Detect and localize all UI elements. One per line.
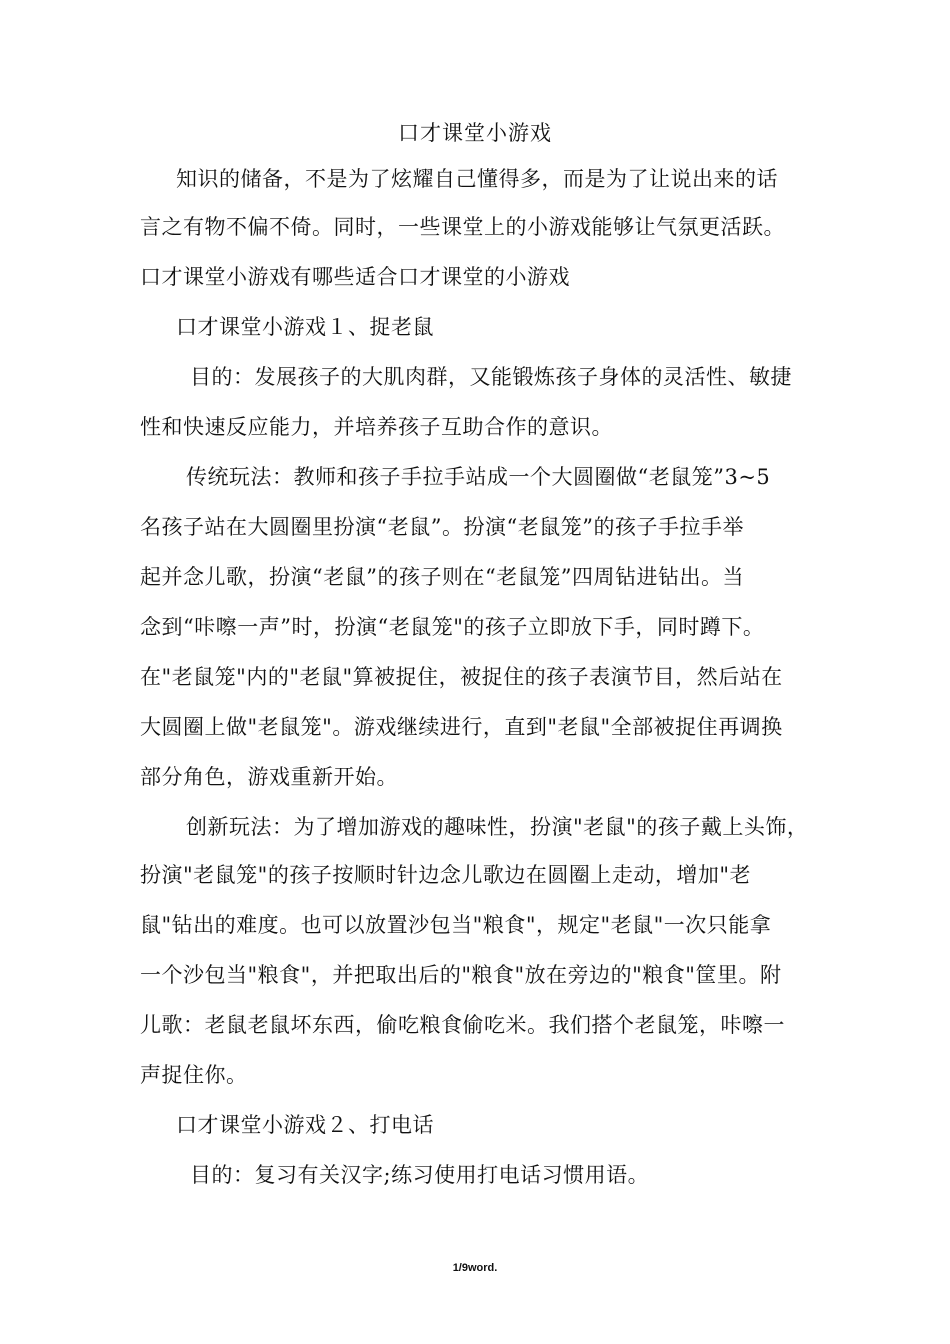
paragraph-line: 在"老鼠笼"内的"老鼠"算被捉住，被捉住的孩子表演节目，然后站在 bbox=[140, 665, 783, 689]
page-footer: 1/9word. bbox=[452, 1262, 498, 1274]
paragraph-line: 知识的储备，不是为了炫耀自己懂得多，而是为了让说出来的话 bbox=[176, 167, 778, 191]
document-title: 口才课堂小游戏 bbox=[398, 121, 552, 145]
paragraph-line: 起并念儿歌，扮演“老鼠”的孩子则在“老鼠笼”四周钻进钻出。当 bbox=[140, 565, 744, 589]
paragraph-line: 儿歌：老鼠老鼠坏东西，偷吃粮食偷吃米。我们搭个老鼠笼，咔嚓一 bbox=[140, 1013, 785, 1037]
paragraph-line: 声捉住你。 bbox=[140, 1063, 248, 1087]
paragraph-line: 部分角色，游戏重新开始。 bbox=[140, 765, 398, 789]
paragraph-line: 创新玩法：为了增加游戏的趣味性，扮演"老鼠"的孩子戴上头饰， bbox=[186, 815, 809, 839]
paragraph-line: 传统玩法：教师和孩子手拉手站成一个大圆圈做“老鼠笼”3~5 bbox=[186, 465, 771, 489]
section-heading: 口才课堂小游戏１、捉老鼠 bbox=[176, 315, 434, 339]
paragraph-line: 性和快速反应能力，并培养孩子互助合作的意识。 bbox=[140, 415, 613, 439]
paragraph-line: 名孩子站在大圆圈里扮演“老鼠”。扮演“老鼠笼”的孩子手拉手举 bbox=[140, 515, 744, 539]
paragraph-line: 大圆圈上做"老鼠笼"。游戏继续进行，直到"老鼠"全部被捉住再调换 bbox=[140, 715, 783, 739]
paragraph-line: 一个沙包当"粮食"，并把取出后的"粮食"放在旁边的"粮食"筐里。附 bbox=[140, 963, 782, 987]
paragraph-line: 鼠"钻出的难度。也可以放置沙包当"粮食"，规定"老鼠"一次只能拿 bbox=[140, 913, 772, 937]
paragraph-line: 扮演"老鼠笼"的孩子按顺时针边念儿歌边在圆圈上走动，增加"老 bbox=[140, 863, 751, 887]
section-heading: 口才课堂小游戏２、打电话 bbox=[176, 1113, 434, 1137]
paragraph-line: 目的：复习有关汉字;练习使用打电话习惯用语。 bbox=[190, 1163, 650, 1187]
paragraph-line: 口才课堂小游戏有哪些适合口才课堂的小游戏 bbox=[140, 265, 570, 289]
paragraph-line: 言之有物不偏不倚。同时，一些课堂上的小游戏能够让气氛更活跃。 bbox=[140, 215, 785, 239]
paragraph-line: 念到“咔嚓一声”时，扮演“老鼠笼"的孩子立即放下手，同时蹲下。 bbox=[140, 615, 765, 639]
paragraph-line: 目的：发展孩子的大肌肉群，又能锻炼孩子身体的灵活性、敏捷 bbox=[190, 365, 792, 389]
